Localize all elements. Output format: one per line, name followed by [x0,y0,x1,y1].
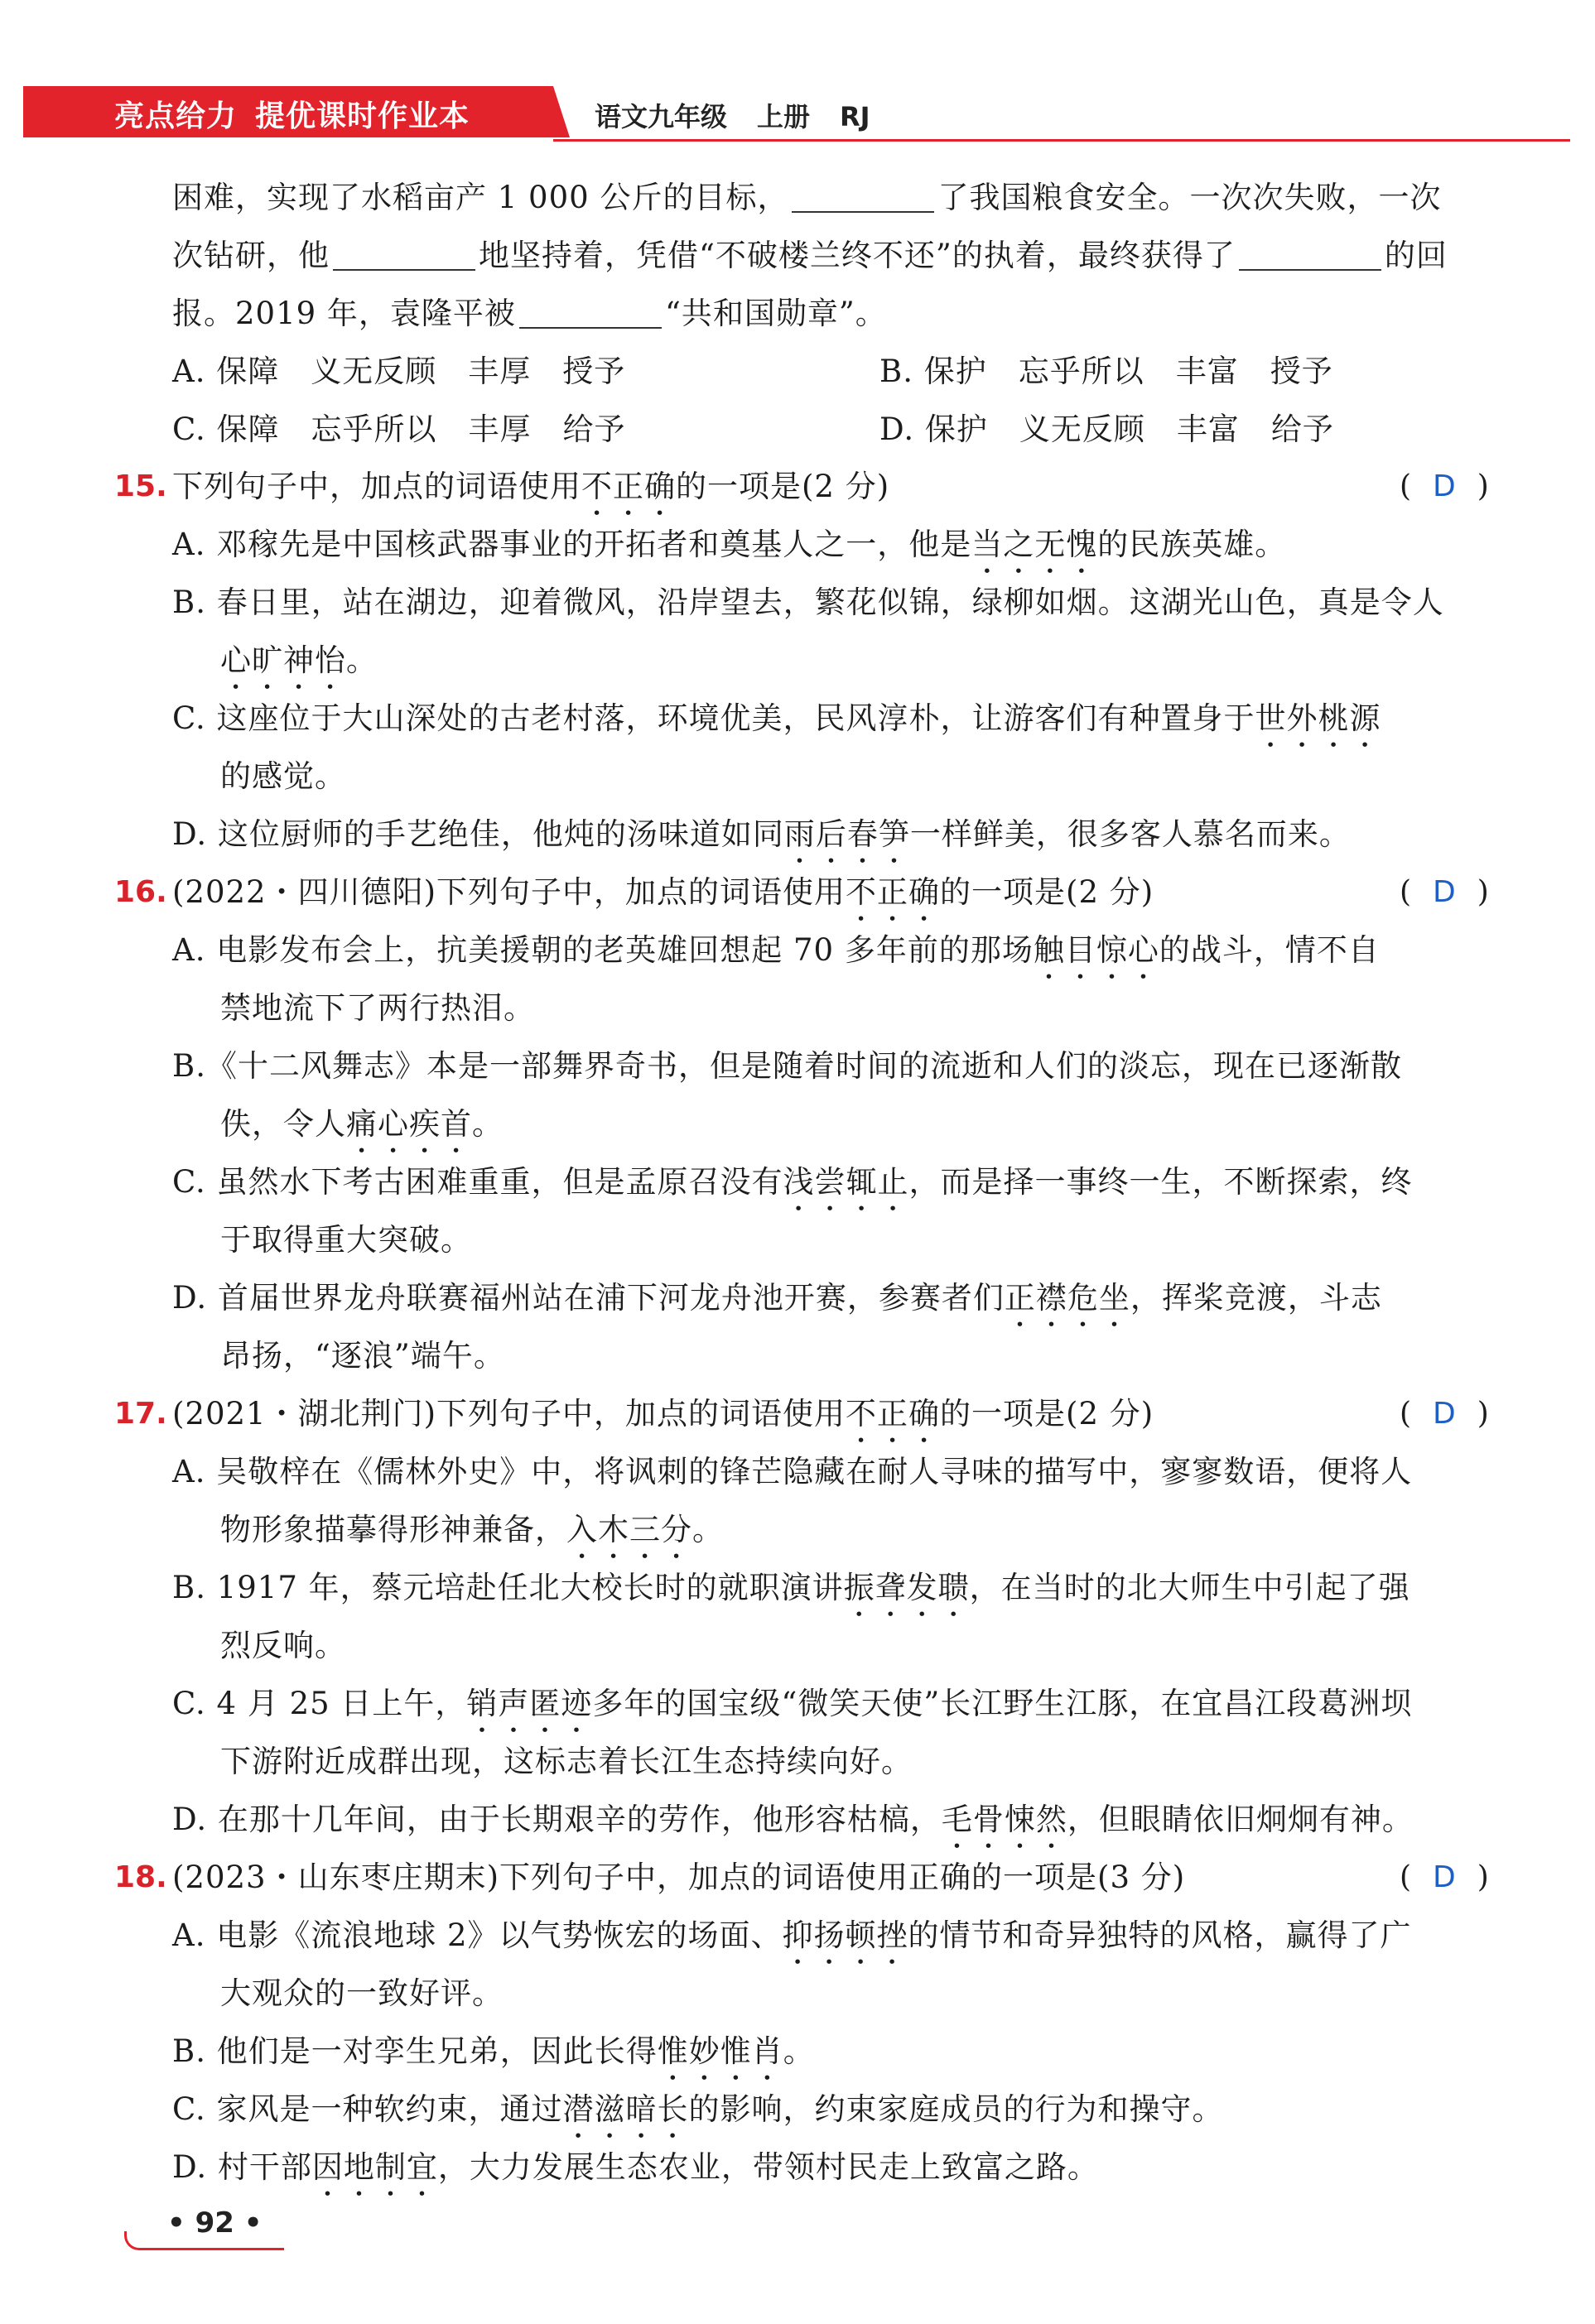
edition-label: RJ [840,101,870,132]
text: 下列句子中，加点的词语使用 [172,469,581,504]
q14-option-c: C. 保障 忘乎所以 丰厚 给予 [172,411,626,447]
q15-answer: ( D ) [1400,469,1489,503]
emphasis: 不正确 [846,874,941,910]
subject-label: 语文九年级 [595,101,728,132]
text: 的战斗，情不自 [1159,932,1380,968]
text: 困难，实现了水稻亩产 1 000 公斤的目标， [172,180,789,215]
text: 佚，令人 [220,1106,346,1142]
emphasis: 不正确 [846,1396,941,1431]
emphasis: 触目惊心 [1033,932,1159,968]
text: D. 这位厨师的手艺绝佳，他炖的汤味道如同 [172,816,784,852]
emphasis: 心旷神怡 [220,642,346,678]
emphasis: 抑扬顿挫 [782,1917,908,1953]
text: 。 [783,2033,815,2069]
text: ，大力发展生态农业，带领村民走上致富之路。 [437,2149,1099,2185]
text: A. 电影《流浪地球 2》以气势恢宏的场面、 [172,1917,783,1953]
q16-option-a-line2: 禁地流下了两行热泪。 [220,990,535,1026]
q15-stem [172,466,889,522]
page-header [23,86,1570,139]
text: (2021・湖北荆门)下列句子中，加点的词语使用 [172,1396,846,1431]
q14-option-a: A. 保障 义无反顾 丰厚 授予 [172,354,626,389]
q16-stem [172,872,1154,928]
q16-option-b-line2 [220,1104,504,1160]
volume-label: 上册 [757,101,811,132]
q18-option-b [172,2031,815,2087]
emphasis: 浅尝辄止 [783,1164,909,1200]
q15-option-d [172,814,1351,870]
emphasis: 因地制宜 [311,2149,438,2185]
header-rule [553,139,1570,142]
text: D. 在那十几年间，由于长期艰辛的劳作，他形容枯槁， [172,1802,942,1837]
emphasis: 当之无愧 [971,527,1098,562]
page-footer [124,2206,282,2248]
text: 。 [346,642,378,678]
page-number: • 92 • [167,2206,263,2240]
emphasis: 痛心疾首 [346,1106,472,1142]
text: C. 这座位于大山深处的古老村落，环境优美，民风淳朴，让游客们有种置身于 [172,700,1255,736]
q16-option-d-line1 [172,1277,1382,1334]
q15-option-b-line1: B. 春日里，站在湖边，迎着微风，沿岸望去，繁花似锦，绿柳如烟。这湖光山色，真是令人 [172,585,1444,620]
text: 的一项是(2 分) [940,874,1154,910]
fill-blank [792,183,934,213]
q14-line-3 [172,293,887,334]
q17-stem [172,1393,1154,1450]
text: 了我国粮食安全。一次次失败，一次 [937,180,1442,215]
q17-number: 17. [114,1397,167,1431]
q16-option-b-line1: B.《十二风舞志》本是一部舞界奇书，但是随着时间的流逝和人们的淡忘，现在已逐渐散 [172,1048,1402,1084]
emphasis: 不正确 [581,469,676,504]
text: 多年的国宝级“微笑天使”长江野生江豚，在宜昌江段葛洲坝 [592,1686,1413,1721]
text: 一样鲜美，很多客人慕名而来。 [909,816,1351,852]
fill-blank [1239,241,1381,271]
q18-option-a-line1 [172,1915,1412,1971]
q18-answer: ( D ) [1400,1860,1489,1894]
text: 的一项是(2 分) [940,1396,1154,1431]
text: 的情节和奇异独特的风格，赢得了广 [908,1917,1412,1953]
q18-stem: (2023・山东枣庄期末)下列句子中，加点的词语使用正确的一项是(3 分) [172,1860,1186,1895]
q16-number: 16. [114,875,167,909]
emphasis: 入木三分 [566,1512,692,1547]
answer-letter: D [1433,1860,1456,1894]
q15-number: 15. [114,469,167,503]
text: 次钻研，他 [172,238,330,273]
q15-option-b-line2 [220,640,378,696]
text: C. 4 月 25 日上午， [172,1686,467,1721]
q15-option-c-line1 [172,698,1381,754]
brand-label: 亮点给力 [114,99,238,133]
answer-letter: D [1433,875,1456,909]
q18-number: 18. [114,1860,167,1894]
q16-option-a-line1 [172,930,1380,986]
header-subtitle [595,96,900,134]
q16-option-c-line2: 于取得重大突破。 [220,1222,472,1258]
emphasis: 毛骨悚然 [941,1802,1067,1837]
text: A. 电影发布会上，抗美援朝的老英雄回想起 70 多年前的那场 [172,932,1034,968]
series-label: 提优课时作业本 [255,99,470,133]
text: 地坚持着，凭借“不破楼兰终不还”的执着，最终获得了 [479,238,1236,273]
text: “共和国勋章”。 [664,296,887,331]
q17-option-a-line2 [220,1509,724,1566]
q18-option-c [172,2089,1224,2145]
text: 。 [472,1106,504,1142]
text: D. 首届世界龙舟联赛福州站在浦下河龙舟池开赛，参赛者们 [172,1280,1005,1316]
emphasis: 世外桃源 [1255,700,1381,736]
q17-option-c-line1 [172,1683,1412,1739]
header-title [114,93,470,135]
text: ，在当时的北大师生中引起了强 [969,1570,1410,1605]
q17-option-b-line2: 烈反响。 [220,1628,346,1663]
answer-letter: D [1433,469,1456,503]
emphasis: 销声匿迹 [466,1686,593,1721]
text: ，而是择一事终一生，不断探索，终 [908,1164,1413,1200]
q18-option-d [172,2147,1099,2203]
text: 的影响，约束家庭成员的行为和操守。 [688,2091,1224,2127]
q16-option-c-line1 [172,1162,1413,1218]
text: C. 虽然水下考古困难重重，但是孟原召没有 [172,1164,783,1200]
text: A. 邓稼先是中国核武器事业的开拓者和奠基人之一，他是 [172,527,972,562]
q17-answer: ( D ) [1400,1397,1489,1431]
text: D. 村干部 [172,2149,312,2185]
text: 物形象描摹得形神兼备， [220,1512,566,1547]
q14-line-2 [172,235,1448,277]
q14-line-1 [172,177,1441,219]
text: (2022・四川德阳)下列句子中，加点的词语使用 [172,874,846,910]
text: ，挥桨竞渡，斗志 [1130,1280,1382,1316]
q16-option-d-line2: 昂扬，“逐浪”端午。 [220,1338,505,1374]
q16-answer: ( D ) [1400,875,1489,909]
text: 的民族英雄。 [1097,527,1287,562]
answer-letter: D [1433,1397,1456,1431]
text: 。 [692,1512,724,1547]
fill-blank [519,299,662,329]
emphasis: 惟妙惟肖 [657,2033,783,2069]
q17-option-c-line2: 下游附近成群出现，这标志着长江生态持续向好。 [220,1744,913,1779]
text: 报。2019 年，袁隆平被 [172,296,516,331]
q17-option-a-line1: A. 吴敬梓在《儒林外史》中，将讽刺的锋芒隐藏在耐人寻味的描写中，寥寥数语，便将人 [172,1454,1413,1489]
emphasis: 潜滋暗长 [562,2091,689,2127]
text: B. 1917 年，蔡元培赴任北大校长时的就职演讲 [172,1570,844,1605]
text: 的回 [1384,238,1448,273]
text: ，但眼睛依旧炯炯有神。 [1067,1802,1414,1837]
emphasis: 雨后春笋 [783,816,910,852]
q17-option-d [172,1799,1414,1855]
q15-option-a [172,524,1286,580]
emphasis: 正襟危坐 [1004,1280,1130,1316]
q17-option-b-line1 [172,1567,1410,1624]
emphasis: 振聋发聩 [843,1570,970,1605]
fill-blank [333,241,475,271]
q14-option-b: B. 保护 忘乎所以 丰富 授予 [879,354,1333,389]
q15-option-c-line2: 的感觉。 [220,758,346,794]
text: 的一项是(2 分) [676,469,890,504]
text: C. 家风是一种软约束，通过 [172,2091,563,2127]
text: B. 他们是一对孪生兄弟，因此长得 [172,2033,658,2069]
q14-option-d: D. 保护 义无反顾 丰富 给予 [879,411,1334,447]
q18-option-a-line2: 大观众的一致好评。 [220,1975,504,2011]
